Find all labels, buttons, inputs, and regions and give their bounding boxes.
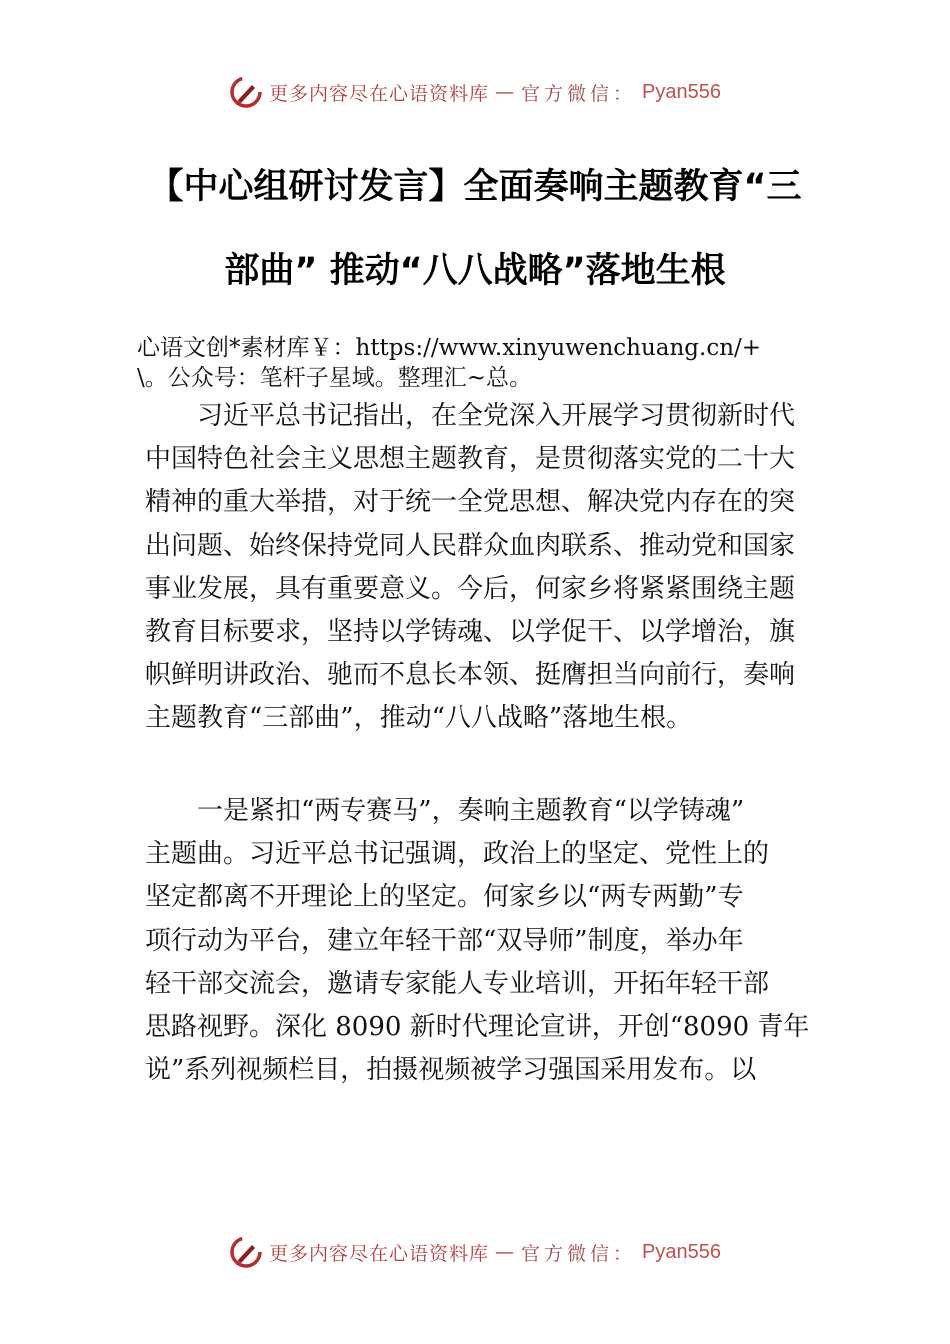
text-line: 说”系列视频栏目，拍摄视频被学习强国采用发布。以 [145, 1055, 757, 1086]
text-line: 出问题、始终保持党同人民群众血肉联系、推动党和国家 [145, 530, 796, 561]
text-line: 项行动为平台，建立年轻干部“双导师”制度，举办年 [145, 925, 744, 956]
text-line: 事业发展，具有重要意义。今后，何家乡将紧紧围绕主题 [145, 573, 796, 604]
text-line: 习近平总书记指出，在全党深入开展学习贯彻新时代 [145, 401, 796, 431]
text-line: 主题曲。习近平总书记强调，政治上的坚定、党性上的 [145, 839, 770, 870]
header-banner [0, 72, 950, 112]
text-line: 坚定都离不开理论上的坚定。何家乡以“两专两勤”专 [145, 882, 744, 913]
header-separator: — [495, 81, 516, 103]
body-paragraph-intro [145, 395, 795, 741]
footer-slogan: 更多内容尽在心语资料库 [269, 1242, 490, 1265]
text-line: 帜鲜明讲政治、驰而不息长本领、挺膺担当向前行，奏响 [145, 660, 796, 691]
pen-swirl-logo-icon [229, 75, 263, 109]
header-wechat-id: Pyan556 [642, 80, 721, 103]
text-line: 一是紧扣“两专赛马”，奏响主题教育“以学铸魂” [145, 796, 745, 826]
text-line: 精神的重大举措，对于统一全党思想、解决党内存在的突 [145, 487, 796, 518]
header-slogan: 更多内容尽在心语资料库 [269, 82, 490, 105]
text-line: 主题教育“三部曲”，推动“八八战略”落地生根。 [145, 703, 693, 734]
source-line: 心语文创*素材库￥：https://www.xinyuwenchuang.cn/+ [137, 335, 762, 361]
footer-wechat-id: Pyan556 [642, 1240, 721, 1263]
document-title [120, 145, 830, 313]
body-paragraph-first-point [145, 790, 809, 1092]
footer-wechat-label: 官方微信： [521, 1242, 637, 1265]
title-line: 【中心组研讨发言】全面奏响主题教育“三 [148, 167, 802, 207]
source-line: \。公众号：笔杆子星域。整理汇~总。 [137, 365, 533, 391]
footer-separator: — [495, 1241, 516, 1263]
header-wechat-label: 官方微信： [521, 82, 637, 105]
title-line: 部曲” 推动“八八战略”落地生根 [224, 251, 726, 291]
pen-swirl-logo-icon [229, 1235, 263, 1269]
text-line: 教育目标要求，坚持以学铸魂、以学促干、以学增治，旗 [145, 617, 796, 648]
text-line: 轻干部交流会，邀请专家能人专业培训，开拓年轻干部 [145, 968, 770, 999]
text-line: 思路视野。深化 8090 新时代理论宣讲，开创“8090 青年 [145, 1012, 810, 1043]
source-note [137, 333, 827, 393]
footer-banner [0, 1232, 950, 1272]
text-line: 中国特色社会主义思想主题教育，是贯彻落实党的二十大 [145, 444, 796, 475]
